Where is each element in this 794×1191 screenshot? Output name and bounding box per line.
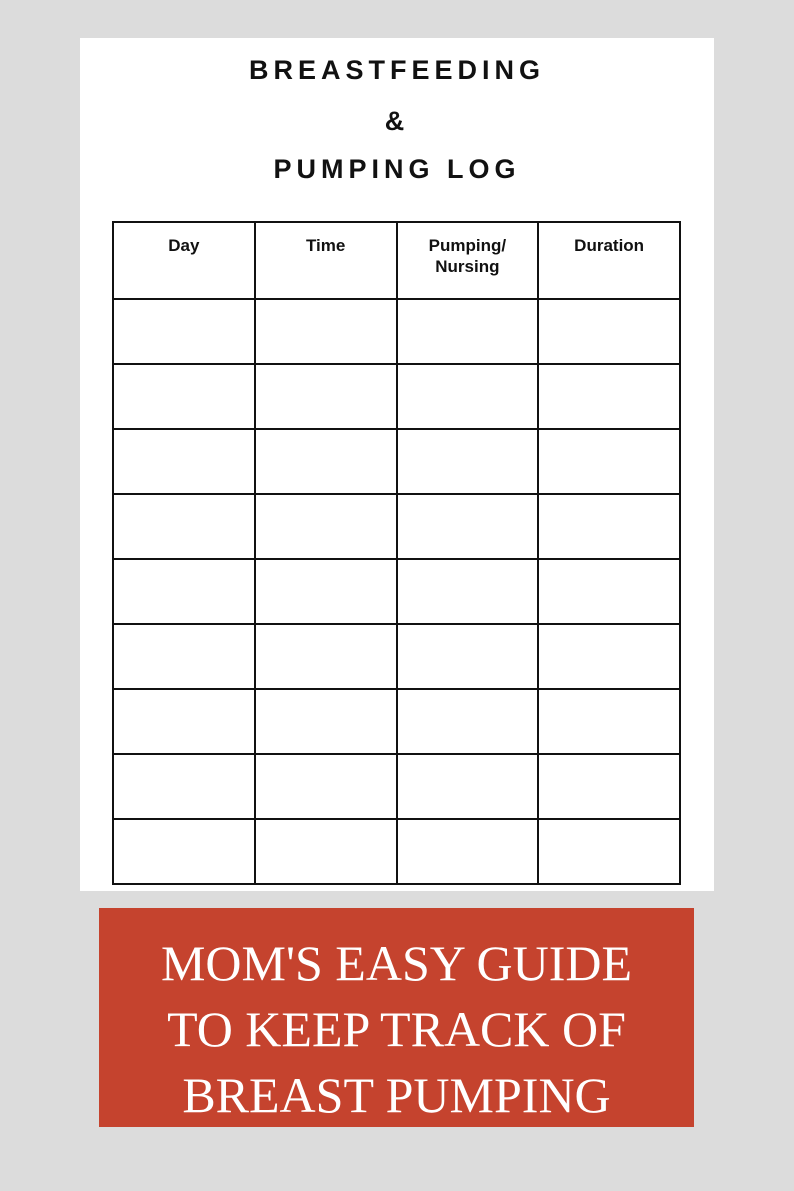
table-cell [538, 364, 680, 429]
table-cell [397, 624, 539, 689]
table-cell [255, 429, 397, 494]
table-cell [113, 624, 255, 689]
log-table [112, 221, 681, 885]
table-cell [113, 494, 255, 559]
table-cell [538, 429, 680, 494]
table-cell [397, 429, 539, 494]
column-header-day: Day [113, 222, 255, 299]
banner-line-1: MOM'S EASY GUIDE [160, 935, 633, 991]
table-header-row [113, 222, 680, 299]
table-cell [397, 689, 539, 754]
banner-line-2: TO KEEP TRACK OF [167, 1001, 626, 1057]
table-cell [538, 494, 680, 559]
banner-line-3: BREAST PUMPING [182, 1067, 611, 1123]
table-cell [255, 299, 397, 364]
table-row [113, 754, 680, 819]
table-row [113, 689, 680, 754]
table-cell [538, 819, 680, 884]
table-row [113, 429, 680, 494]
table-cell [397, 299, 539, 364]
table-row [113, 624, 680, 689]
table-cell [113, 429, 255, 494]
table-cell [538, 754, 680, 819]
table-cell [255, 559, 397, 624]
title-line-1: BREASTFEEDING [248, 55, 546, 85]
table-cell [538, 689, 680, 754]
table-cell [113, 299, 255, 364]
table-row [113, 494, 680, 559]
title-line-3: PUMPING LOG [273, 154, 521, 184]
table-cell [113, 819, 255, 884]
table-cell [255, 754, 397, 819]
table-cell [397, 819, 539, 884]
column-header-duration: Duration [538, 222, 680, 299]
table-cell [255, 364, 397, 429]
guide-banner [99, 908, 694, 1127]
table-row [113, 299, 680, 364]
table-cell [255, 819, 397, 884]
table-cell [113, 689, 255, 754]
table-cell [255, 624, 397, 689]
table-row [113, 819, 680, 884]
table-cell [538, 624, 680, 689]
table-cell [255, 494, 397, 559]
table-cell [113, 559, 255, 624]
table-cell [397, 754, 539, 819]
table-cell [397, 559, 539, 624]
table-row [113, 364, 680, 429]
table-cell [538, 299, 680, 364]
log-sheet [80, 38, 714, 891]
title-line-2: & [384, 106, 410, 136]
table-cell [397, 364, 539, 429]
column-header-pumping-nursing: Pumping/ Nursing [397, 222, 539, 299]
table-cell [397, 494, 539, 559]
table-row [113, 559, 680, 624]
table-cell [113, 754, 255, 819]
table-cell [113, 364, 255, 429]
column-header-time: Time [255, 222, 397, 299]
table-cell [538, 559, 680, 624]
table-cell [255, 689, 397, 754]
